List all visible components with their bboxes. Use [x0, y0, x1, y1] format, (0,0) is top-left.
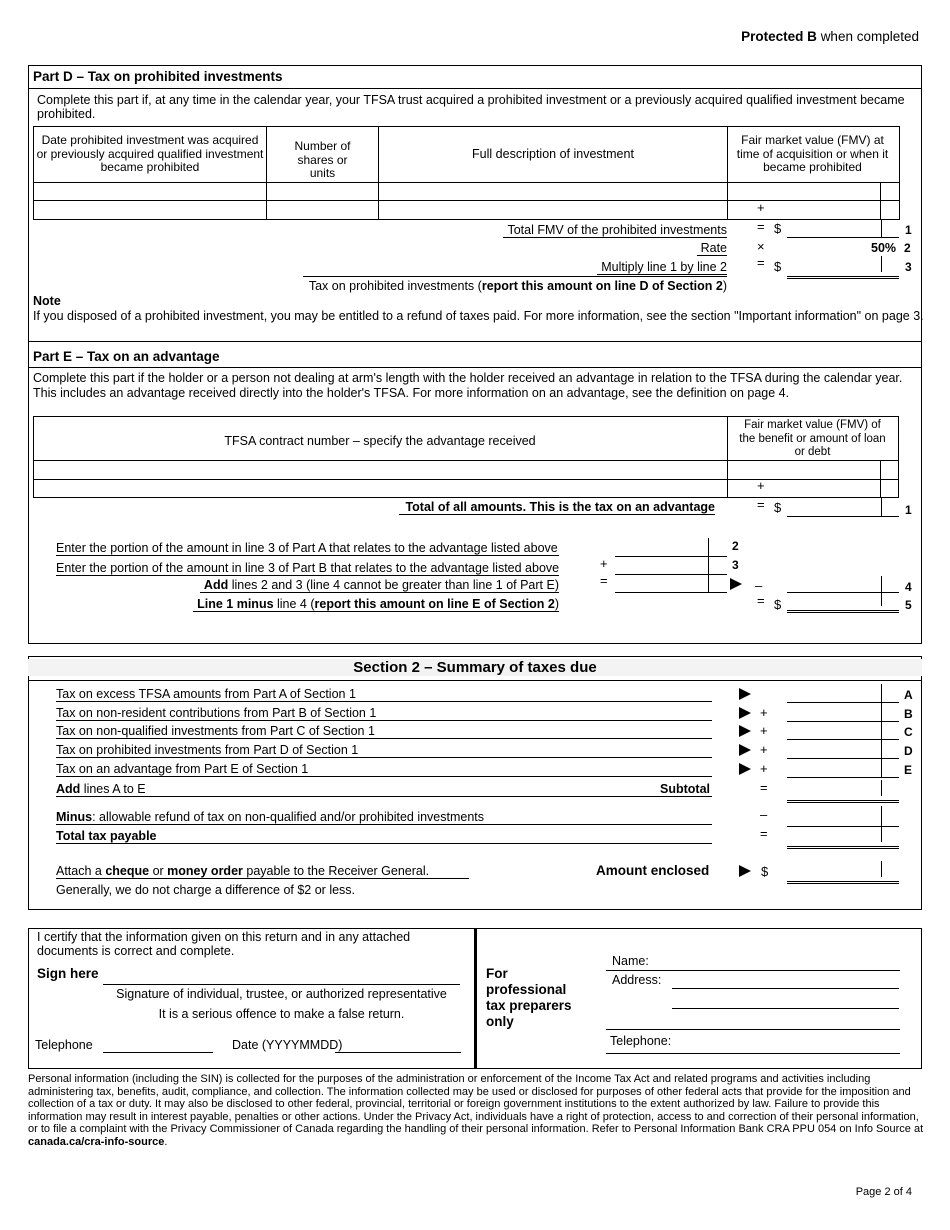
- note-title: Note: [33, 294, 61, 308]
- summary-amount-a[interactable]: [787, 684, 899, 703]
- minus-refund-label: Minus: allowable refund of tax on non-qualified and/or prohibited investments: [56, 810, 712, 825]
- part-e-line3-label: Enter the portion of the amount in line 3 of Part B that relates to the advantage listed above: [56, 561, 560, 575]
- attach-cheque-text: Attach a cheque or money order payable to the Receiver General.: [56, 864, 469, 879]
- signature-line[interactable]: [103, 968, 460, 985]
- preparer-telephone-label: Telephone:: [610, 1034, 672, 1048]
- preparer-name-label: Name:: [612, 954, 649, 968]
- part-e-line2-label: Enter the portion of the amount in line 3 of Part A that relates to the advantage listed above: [56, 541, 558, 555]
- date-input-row1[interactable]: [35, 184, 268, 200]
- amount-enclosed-label: Amount enclosed: [596, 863, 710, 878]
- line-3: 3: [905, 260, 912, 274]
- telephone-label: Telephone: [35, 1038, 93, 1052]
- total-tax-payable-label: Total tax payable: [56, 829, 712, 844]
- contract-input-row1[interactable]: [35, 462, 729, 479]
- contract-input-row2[interactable]: [35, 481, 729, 498]
- part-e-intro: Complete this part if the holder or a person not dealing at arm's length with the holder received an advantage in relation to the TFSA during the calendar year. This includes an advantage received directly into the holder's TFSA. For more information on an advantage, see the definition on page 4.: [33, 371, 903, 400]
- advantage-total-amount[interactable]: [787, 498, 899, 517]
- col-header-date: Date prohibited investment was acquired or previously acquired qualified investment became prohibited: [36, 133, 264, 174]
- subtotal-amount[interactable]: [787, 780, 899, 803]
- summary-amount-e[interactable]: [787, 759, 899, 778]
- arrow-icon: [739, 744, 751, 756]
- summary-row-label: Tax on prohibited investments from Part D of Section 1: [56, 743, 712, 758]
- signature-caption: Signature of individual, trustee, or authorized representative: [116, 987, 447, 1001]
- total-fmv-label: Total FMV of the prohibited investments: [503, 223, 727, 238]
- add-lines-label: Add lines A to E Subtotal: [56, 782, 710, 796]
- line-2: 2: [904, 241, 911, 255]
- arrow-icon: [739, 725, 751, 737]
- arrow-icon: [739, 865, 751, 877]
- protected-b-header: Protected B when completed: [741, 29, 919, 44]
- plus-sign: +: [757, 200, 765, 215]
- arrow-icon: [739, 763, 751, 775]
- shares-input-row1[interactable]: [268, 184, 380, 200]
- arrow-icon: [739, 707, 751, 719]
- certify-text: I certify that the information given on this return and in any attached documents is correct and complete.: [37, 930, 411, 958]
- description-input-row1[interactable]: [380, 184, 729, 200]
- part-e-line4-result[interactable]: [787, 576, 899, 593]
- summary-row-label: Tax on non-resident contributions from Part B of Section 1: [56, 706, 712, 721]
- rate-label: Rate: [697, 241, 727, 256]
- offence-text: It is a serious offence to make a false return.: [158, 1007, 405, 1021]
- line-letter: A: [904, 688, 913, 702]
- part-e-line5-label: Line 1 minus line 4 (report this amount on line E of Section 2): [193, 597, 559, 612]
- line-letter: E: [904, 763, 913, 777]
- preparer-address-input1[interactable]: [672, 974, 899, 989]
- line-letter: B: [904, 707, 913, 721]
- generally-text: Generally, we do not charge a difference of $2 or less.: [56, 883, 356, 897]
- sign-here-label: Sign here: [37, 966, 99, 981]
- preparer-address-input2[interactable]: [672, 994, 899, 1009]
- shares-input-row2[interactable]: [268, 202, 380, 220]
- summary-row-label: Tax on an advantage from Part E of Section 1: [56, 762, 712, 777]
- part-d-title: Part D – Tax on prohibited investments: [33, 69, 283, 84]
- telephone-input[interactable]: [103, 1038, 213, 1053]
- summary-amount-c[interactable]: [787, 721, 899, 740]
- line-letter: C: [904, 725, 913, 739]
- preparer-address-label: Address:: [612, 973, 662, 987]
- summary-row-label: Tax on non-qualified investments from Part C of Section 1: [56, 724, 712, 739]
- tax-prohibited-label: Tax on prohibited investments (report this amount on line D of Section 2): [308, 279, 727, 293]
- total-tax-amount[interactable]: [787, 826, 899, 849]
- part-e-line4-amount[interactable]: [615, 576, 727, 593]
- multiply-label: Multiply line 1 by line 2: [597, 260, 727, 275]
- part-e-line2-amount[interactable]: [615, 538, 727, 557]
- rate-value: 50%: [871, 241, 897, 255]
- preparer-title: For professional tax preparers only: [486, 966, 572, 1029]
- part-d-intro: Complete this part if, at any time in the calendar year, your TFSA trust acquired a prohibited investment or a previously acquired qualified investment became prohibited.: [37, 93, 905, 121]
- amount-enclosed-input[interactable]: [787, 861, 899, 884]
- note-text: If you disposed of a prohibited investment, you may be entitled to a refund of taxes paid. For more information, see the section "Important information" on page 3.: [33, 309, 924, 323]
- description-input-row2[interactable]: [380, 202, 729, 220]
- col-header-description: Full description of investment: [472, 147, 634, 161]
- page-number: Page 2 of 4: [855, 1186, 912, 1198]
- summary-amount-d[interactable]: [787, 740, 899, 759]
- date-input-row2[interactable]: [35, 202, 268, 220]
- privacy-notice: Personal information (including the SIN) is collected for the purposes of the administration or enforcement of the Income Tax Act and related programs and activities including administering tax, benefits, audit, compliance, and collection. The information collected may be used or disclosed for purposes of other federal acts that provide for the imposition and collection of a tax or duty. It may also be disclosed to other federal, provincial, territorial or foreign government institutions to the extent authorized by law. Failure to provide this information may result in interest payable, penalties or other actions. Under the Privacy Act, individuals have a right of protection, access to and correction of their personal information, or to file a complaint with the Privacy Commissioner of Canada regarding the handling of their personal information. Refer to Personal Information Bank CRA PPU 054 on Info Source at canada.ca/cra-info-source.: [28, 1073, 924, 1148]
- prohibited-tax-amount[interactable]: [787, 256, 899, 279]
- col-header-fmv: Fair market value (FMV) at time of acquisition or when it became prohibited: [736, 133, 889, 174]
- refund-amount[interactable]: [787, 806, 899, 827]
- part-e-line4-label: Add lines 2 and 3 (line 4 cannot be greater than line 1 of Part E): [200, 578, 559, 593]
- advantage-total-label: Total of all amounts. This is the tax on an advantage: [399, 500, 715, 515]
- arrow-icon: [739, 688, 751, 700]
- col-header-shares: Number of shares or units: [294, 139, 351, 180]
- line-letter: D: [904, 744, 913, 758]
- col-header-fmv-benefit: Fair market value (FMV) of the benefit or amount of loan or debt: [739, 419, 886, 458]
- date-label: Date (YYYYMMDD): [232, 1038, 343, 1052]
- part-e-line5-amount[interactable]: [787, 593, 899, 613]
- arrow-icon: [730, 578, 742, 590]
- line-1: 1: [905, 223, 912, 237]
- total-fmv-amount[interactable]: [787, 220, 899, 238]
- part-e-title: Part E – Tax on an advantage: [33, 349, 220, 364]
- summary-amount-b[interactable]: [787, 703, 899, 722]
- summary-row-label: Tax on excess TFSA amounts from Part A of Section 1: [56, 687, 712, 702]
- col-header-contract: TFSA contract number – specify the advantage received: [224, 434, 536, 448]
- part-e-line3-amount[interactable]: [615, 557, 727, 575]
- preparer-name-input[interactable]: [655, 953, 899, 968]
- section2-title: Section 2 – Summary of taxes due: [28, 659, 922, 676]
- date-input[interactable]: [335, 1038, 461, 1053]
